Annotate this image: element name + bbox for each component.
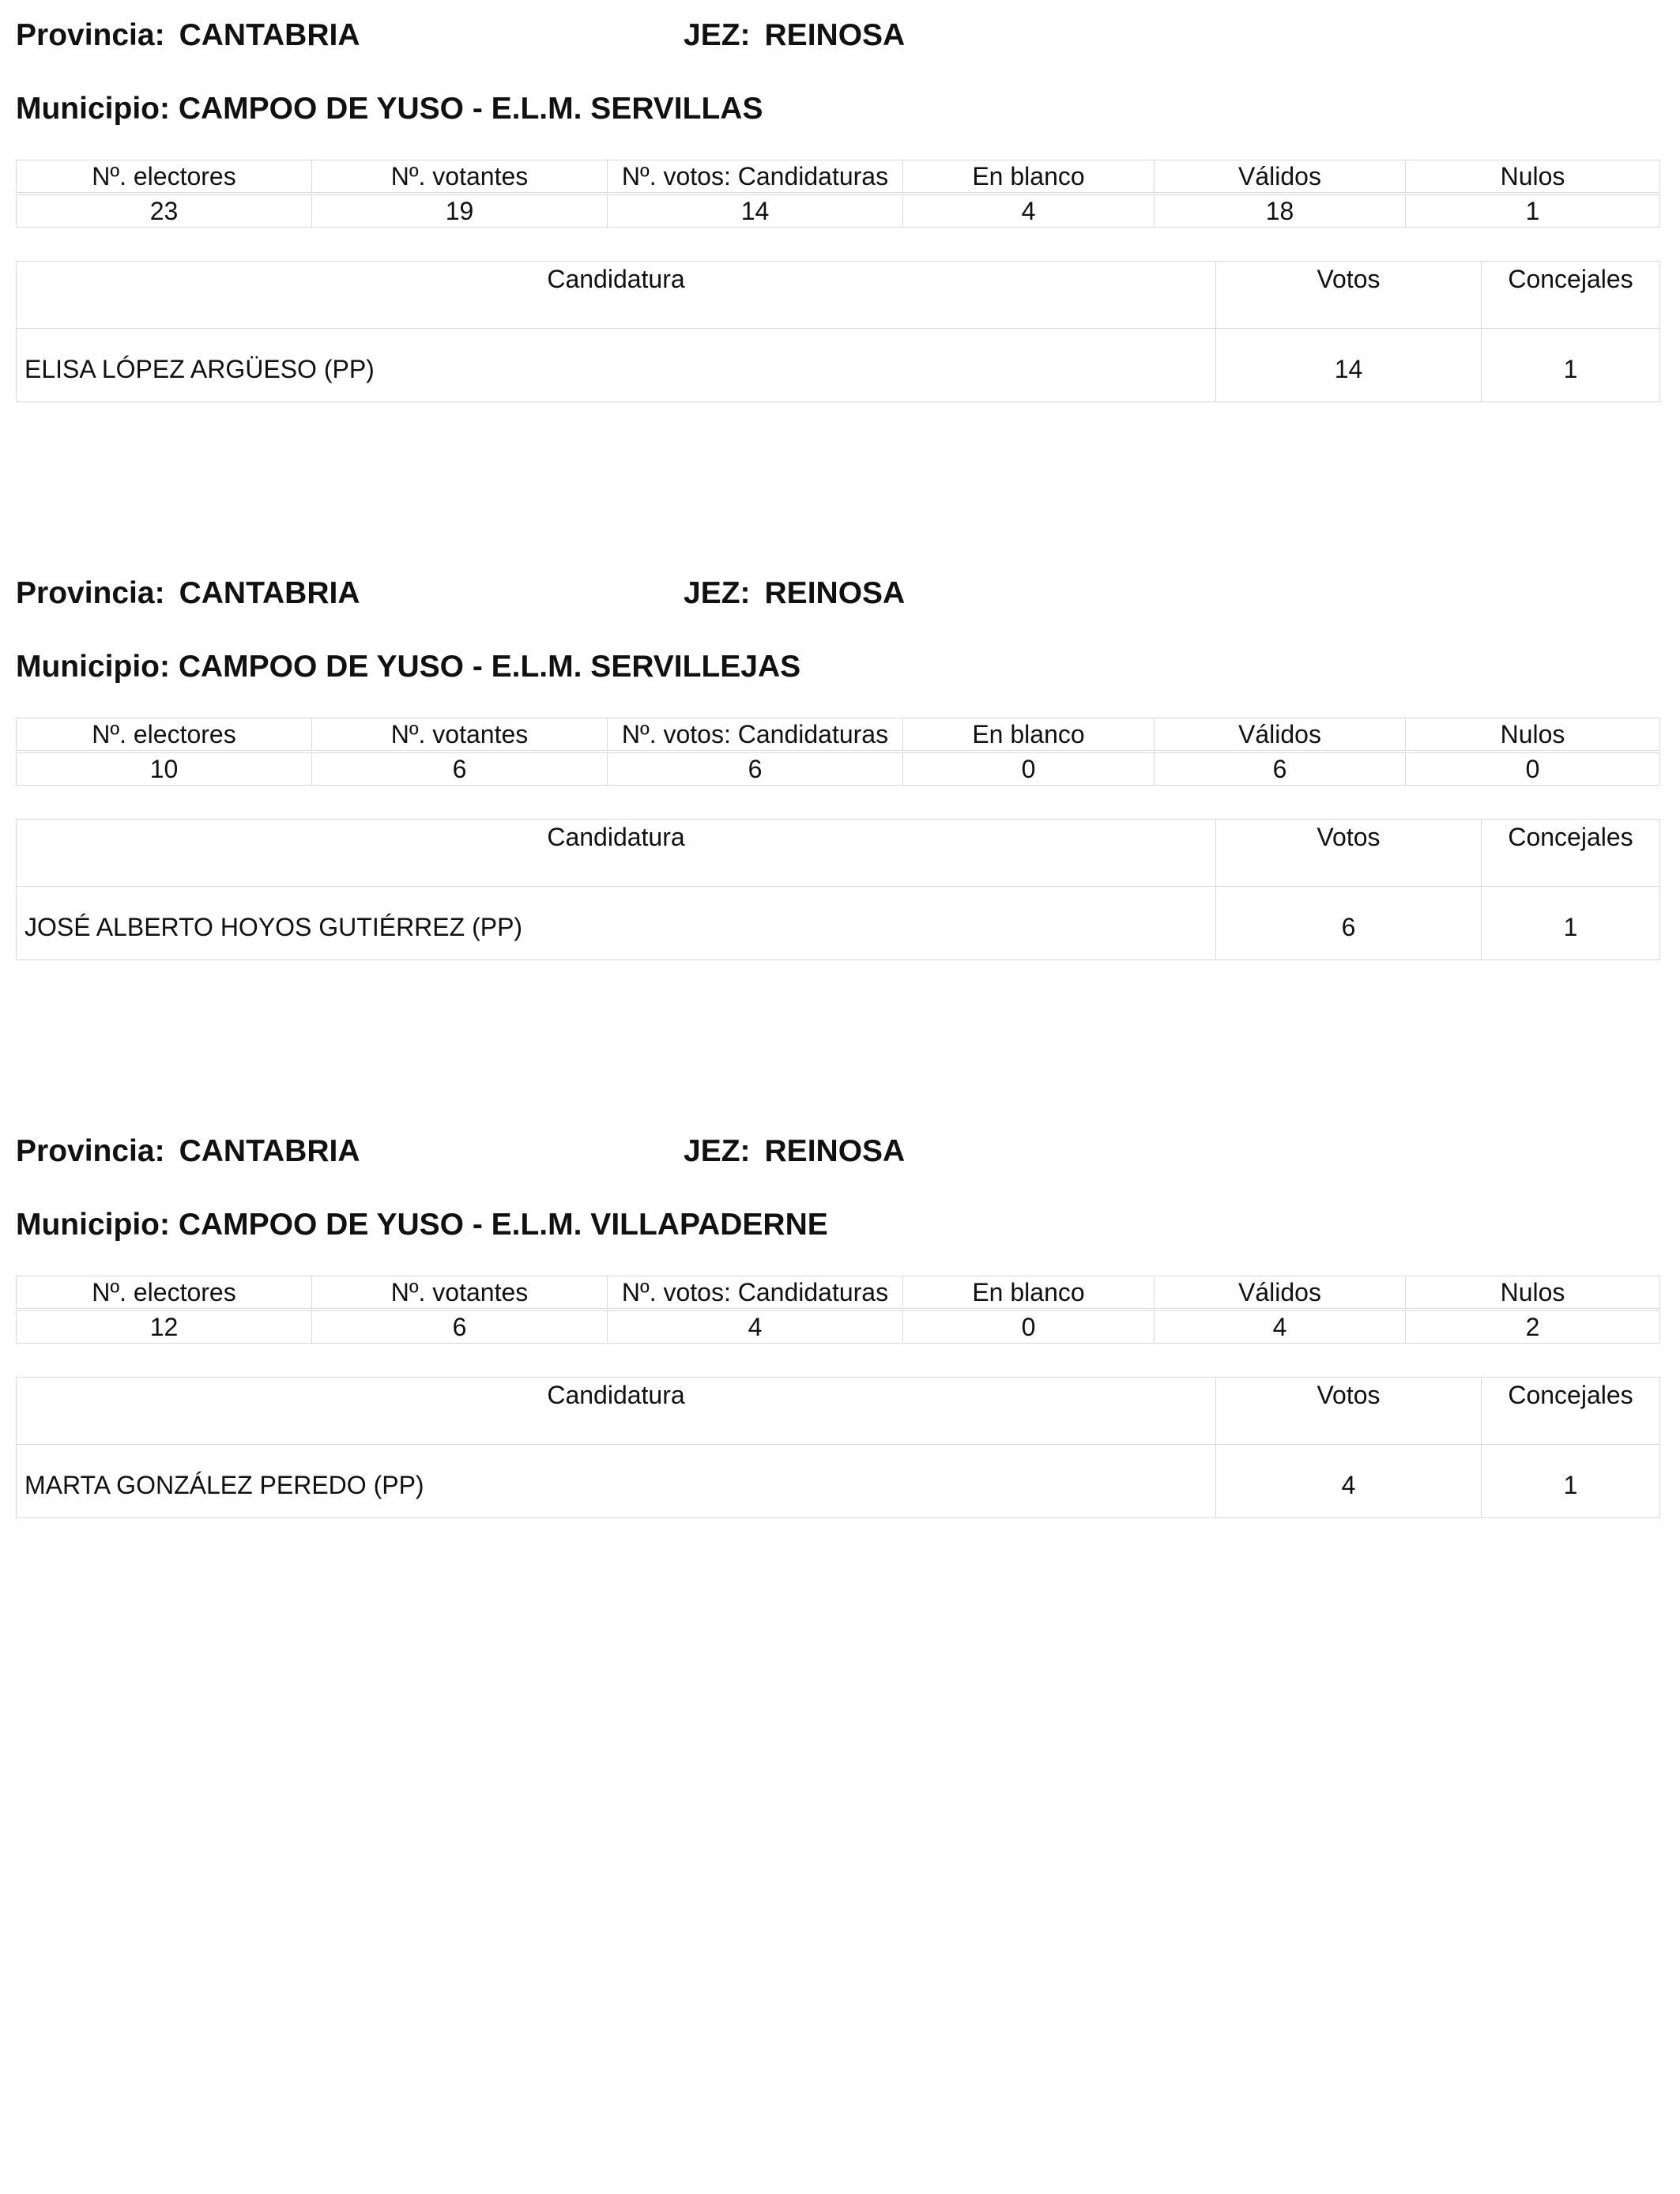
- candidate-concejales: 1: [1482, 1445, 1660, 1518]
- provincia-label: Provincia:: [16, 18, 165, 52]
- candidate-votos: 14: [1216, 329, 1482, 402]
- candidate-votos: 6: [1216, 887, 1482, 960]
- stats-value-nulos: 1: [1406, 195, 1660, 228]
- candidate-row: [17, 1445, 1660, 1518]
- candidates-header-row: [17, 262, 1660, 329]
- candidates-header-concejales: Concejales: [1482, 262, 1660, 329]
- stats-header-electores: Nº. electores: [17, 1276, 312, 1309]
- candidates-header-votos: Votos: [1216, 1378, 1482, 1445]
- candidate-row: [17, 329, 1660, 402]
- stats-value-nulos: 0: [1406, 753, 1660, 786]
- stats-value-votantes: 19: [312, 195, 608, 228]
- result-block-villapaderne: [16, 1116, 1659, 1511]
- municipio-value: CAMPOO DE YUSO - E.L.M. SERVILLAS: [178, 92, 763, 126]
- stats-value-electores: 23: [17, 195, 312, 228]
- stats-header-en-blanco: En blanco: [903, 718, 1155, 751]
- stats-header-votos-candidaturas: Nº. votos: Candidaturas: [608, 1276, 903, 1309]
- candidates-header-votos: Votos: [1216, 820, 1482, 887]
- result-block-servillejas: [16, 558, 1659, 953]
- stats-header-row: [17, 718, 1660, 751]
- municipio-label: Municipio:: [16, 92, 170, 126]
- jez-label: JEZ:: [684, 18, 751, 52]
- provincia-line: [16, 574, 360, 613]
- stats-header-nulos: Nulos: [1406, 160, 1660, 193]
- stats-header-electores: Nº. electores: [17, 718, 312, 751]
- candidates-header-candidatura: Candidatura: [17, 262, 1216, 329]
- stats-value-votos-candidaturas: 4: [608, 1311, 903, 1344]
- stats-header-en-blanco: En blanco: [903, 160, 1155, 193]
- stats-value-en-blanco: 4: [903, 195, 1155, 228]
- stats-header-en-blanco: En blanco: [903, 1276, 1155, 1309]
- candidates-header-votos: Votos: [1216, 262, 1482, 329]
- municipio-line: [16, 89, 763, 129]
- stats-header-row: [17, 1276, 1660, 1309]
- stats-value-validos: 4: [1155, 1311, 1406, 1344]
- stats-header-votantes: Nº. votantes: [312, 160, 608, 193]
- stats-header-electores: Nº. electores: [17, 160, 312, 193]
- stats-value-electores: 10: [17, 753, 312, 786]
- stats-value-votantes: 6: [312, 753, 608, 786]
- candidate-name: ELISA LÓPEZ ARGÜESO (PP): [17, 329, 1216, 402]
- candidate-concejales: 1: [1482, 329, 1660, 402]
- candidates-table: [16, 819, 1660, 960]
- stats-table: [16, 160, 1660, 228]
- candidate-name: JOSÉ ALBERTO HOYOS GUTIÉRREZ (PP): [17, 887, 1216, 960]
- provincia-label: Provincia:: [16, 576, 165, 610]
- stats-value-row: [17, 195, 1660, 228]
- stats-value-votos-candidaturas: 14: [608, 195, 903, 228]
- stats-value-validos: 6: [1155, 753, 1406, 786]
- stats-value-nulos: 2: [1406, 1311, 1660, 1344]
- stats-header-validos: Válidos: [1155, 1276, 1406, 1309]
- stats-value-votantes: 6: [312, 1311, 608, 1344]
- candidates-header-candidatura: Candidatura: [17, 1378, 1216, 1445]
- jez-label: JEZ:: [684, 576, 751, 610]
- municipio-value: CAMPOO DE YUSO - E.L.M. VILLAPADERNE: [178, 1208, 828, 1242]
- stats-header-validos: Válidos: [1155, 160, 1406, 193]
- stats-header-nulos: Nulos: [1406, 1276, 1660, 1309]
- result-block-servillas: [16, 0, 1659, 395]
- jez-value: REINOSA: [764, 576, 906, 610]
- stats-value-validos: 18: [1155, 195, 1406, 228]
- candidates-table: [16, 261, 1660, 402]
- stats-value-en-blanco: 0: [903, 1311, 1155, 1344]
- stats-header-votantes: Nº. votantes: [312, 1276, 608, 1309]
- stats-header-votos-candidaturas: Nº. votos: Candidaturas: [608, 718, 903, 751]
- candidate-concejales: 1: [1482, 887, 1660, 960]
- stats-value-row: [17, 1311, 1660, 1344]
- provincia-value: CANTABRIA: [179, 18, 360, 52]
- jez-value: REINOSA: [764, 18, 906, 52]
- municipio-label: Municipio:: [16, 650, 170, 684]
- municipio-value: CAMPOO DE YUSO - E.L.M. SERVILLEJAS: [178, 650, 801, 684]
- jez-label: JEZ:: [684, 1134, 751, 1168]
- stats-value-en-blanco: 0: [903, 753, 1155, 786]
- municipio-label: Municipio:: [16, 1208, 170, 1242]
- jez-line: [684, 16, 905, 55]
- stats-header-votantes: Nº. votantes: [312, 718, 608, 751]
- provincia-value: CANTABRIA: [179, 1134, 360, 1168]
- candidates-header-concejales: Concejales: [1482, 1378, 1660, 1445]
- candidates-header-concejales: Concejales: [1482, 820, 1660, 887]
- provincia-line: [16, 16, 360, 55]
- provincia-label: Provincia:: [16, 1134, 165, 1168]
- candidates-header-candidatura: Candidatura: [17, 820, 1216, 887]
- stats-header-validos: Válidos: [1155, 718, 1406, 751]
- stats-value-votos-candidaturas: 6: [608, 753, 903, 786]
- stats-value-electores: 12: [17, 1311, 312, 1344]
- provincia-line: [16, 1132, 360, 1171]
- stats-value-row: [17, 753, 1660, 786]
- stats-header-votos-candidaturas: Nº. votos: Candidaturas: [608, 160, 903, 193]
- jez-value: REINOSA: [764, 1134, 906, 1168]
- municipio-line: [16, 1205, 828, 1245]
- candidates-header-row: [17, 820, 1660, 887]
- municipio-line: [16, 647, 800, 687]
- jez-line: [684, 1132, 905, 1171]
- stats-table: [16, 1276, 1660, 1344]
- candidate-name: MARTA GONZÁLEZ PEREDO (PP): [17, 1445, 1216, 1518]
- jez-line: [684, 574, 905, 613]
- candidates-table: [16, 1377, 1660, 1518]
- stats-header-row: [17, 160, 1660, 193]
- candidate-votos: 4: [1216, 1445, 1482, 1518]
- stats-table: [16, 718, 1660, 786]
- stats-header-nulos: Nulos: [1406, 718, 1660, 751]
- provincia-value: CANTABRIA: [179, 576, 360, 610]
- candidates-header-row: [17, 1378, 1660, 1445]
- candidate-row: [17, 887, 1660, 960]
